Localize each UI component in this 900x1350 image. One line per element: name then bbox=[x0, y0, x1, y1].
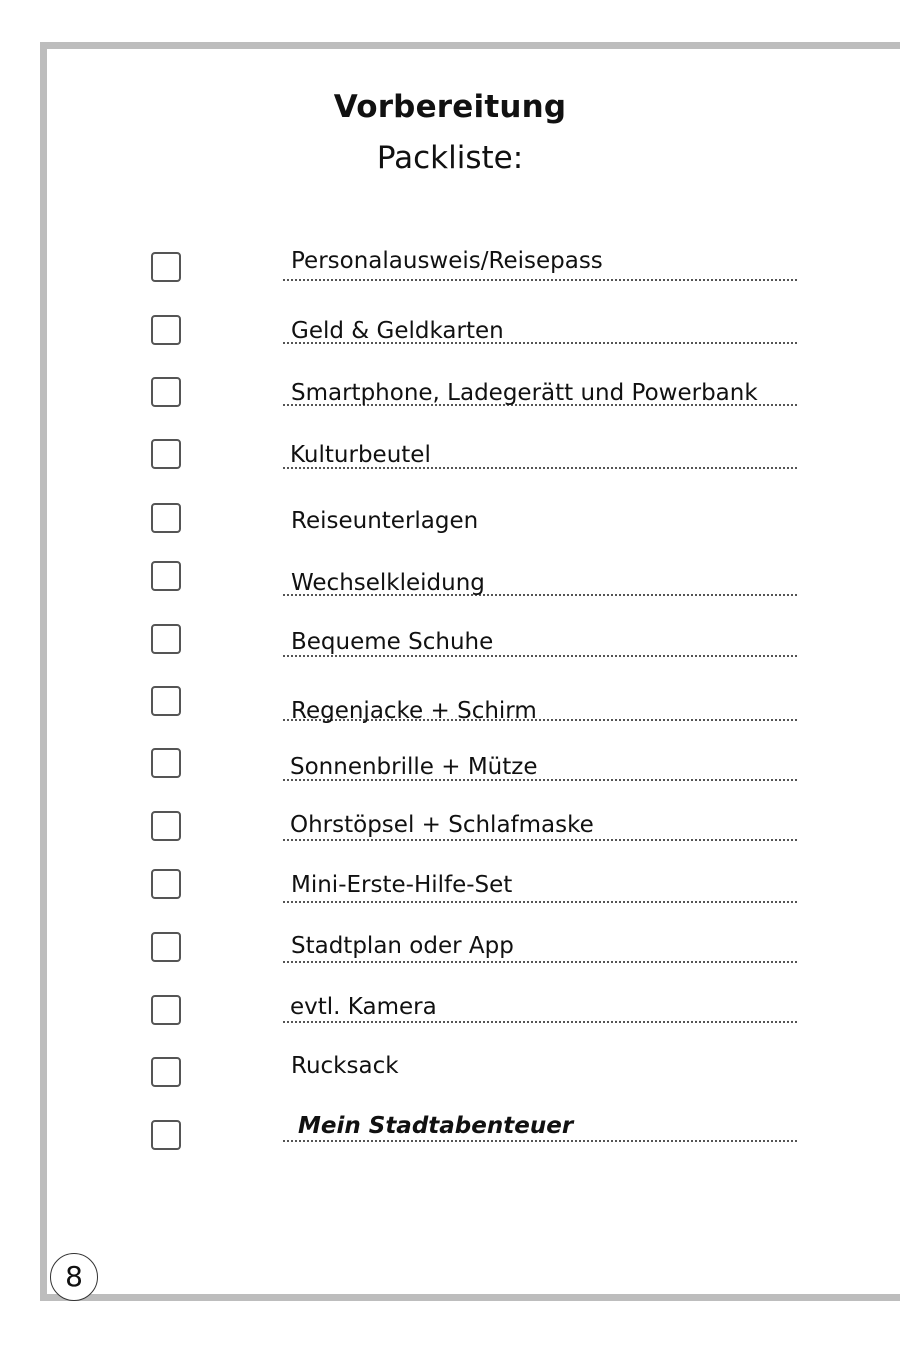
item-label-stadtabenteuer: Mein Stadtabenteuer bbox=[298, 1113, 574, 1139]
checkbox-reiseunterlagen[interactable] bbox=[151, 503, 181, 533]
checkbox-wechselkleidung[interactable] bbox=[151, 561, 181, 591]
checkbox-sonnenbrille[interactable] bbox=[151, 748, 181, 778]
item-label-ohrstoepsel: Ohrstöpsel + Schlafmaske bbox=[290, 812, 594, 838]
item-label-personalausweis: Personalausweis/Reisepass bbox=[291, 248, 603, 274]
checkbox-stadtabenteuer[interactable] bbox=[151, 1120, 181, 1150]
page-title: Vorbereitung bbox=[333, 89, 567, 125]
checkbox-personalausweis[interactable] bbox=[151, 252, 181, 282]
checkbox-kulturbeutel[interactable] bbox=[151, 439, 181, 469]
dotted-line bbox=[283, 961, 797, 963]
checkbox-geld[interactable] bbox=[151, 315, 181, 345]
checkbox-stadtplan[interactable] bbox=[151, 932, 181, 962]
page-number: 8 bbox=[50, 1253, 98, 1301]
item-label-erste-hilfe: Mini-Erste-Hilfe-Set bbox=[291, 872, 513, 898]
checkbox-smartphone[interactable] bbox=[151, 377, 181, 407]
page-subtitle: Packliste: bbox=[376, 140, 524, 176]
dotted-line bbox=[283, 901, 797, 903]
checkbox-erste-hilfe[interactable] bbox=[151, 869, 181, 899]
dotted-line bbox=[283, 279, 797, 281]
item-label-kulturbeutel: Kulturbeutel bbox=[290, 442, 431, 468]
item-label-reiseunterlagen: Reiseunterlagen bbox=[291, 508, 479, 534]
item-label-sonnenbrille: Sonnenbrille + Mütze bbox=[290, 754, 538, 780]
item-label-schuhe: Bequeme Schuhe bbox=[291, 629, 494, 655]
item-label-rucksack: Rucksack bbox=[291, 1053, 399, 1079]
checkbox-ohrstoepsel[interactable] bbox=[151, 811, 181, 841]
checkbox-kamera[interactable] bbox=[151, 995, 181, 1025]
item-label-kamera: evtl. Kamera bbox=[290, 994, 437, 1020]
item-label-geld: Geld & Geldkarten bbox=[291, 318, 504, 344]
item-label-regenjacke: Regenjacke + Schirm bbox=[291, 698, 537, 724]
checkbox-schuhe[interactable] bbox=[151, 624, 181, 654]
item-label-wechselkleidung: Wechselkleidung bbox=[291, 570, 485, 596]
checkbox-regenjacke[interactable] bbox=[151, 686, 181, 716]
item-label-stadtplan: Stadtplan oder App bbox=[291, 933, 514, 959]
item-label-smartphone: Smartphone, Ladegerätt und Powerbank bbox=[291, 380, 758, 406]
checkbox-rucksack[interactable] bbox=[151, 1057, 181, 1087]
